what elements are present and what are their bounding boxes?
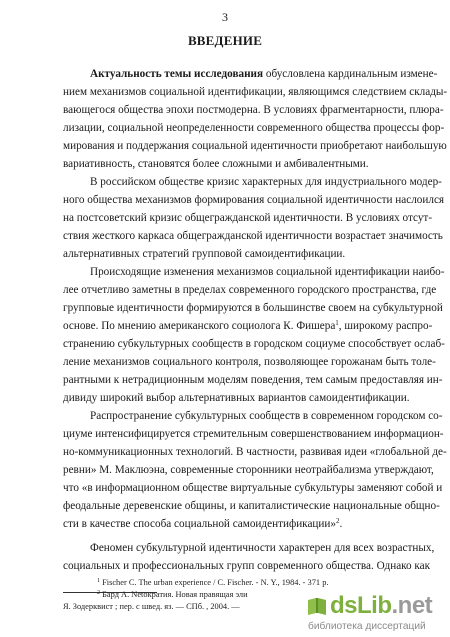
line-text: основе. По мнению американского социолога К. Фишера <box>63 320 336 332</box>
paragraph-line: Происходящие изменения механизмов социальной идентификации наибо- <box>90 266 445 278</box>
paragraph-line: дивиду широкий выбор альтернативных вариантов самоидентификации. <box>63 392 410 404</box>
paragraph-line: вариативность, становятся более сложными и амбивалентными. <box>63 158 369 170</box>
paragraph-line <box>90 67 438 81</box>
footnote-text: Бард А. Netократия. Новая правящая эли <box>102 590 248 599</box>
footnote-text: Fischer C. The urban experience / C. Fischer. - <box>102 578 259 587</box>
paragraph-line: циуме интенсифицируется стремительным совершенствованием информацион- <box>63 428 444 440</box>
line-text: сти в качестве способа социальной самоидентификации» <box>63 518 336 530</box>
paragraph-line: что «в информационном обществе виртуальные субкультуры заменяют собой и <box>63 482 443 494</box>
paragraph-line: феодальные деревенские общины, и капиталистические национальные общно- <box>63 500 440 512</box>
paragraph-line: В российском обществе кризис характерных для индустриального модер- <box>90 176 442 188</box>
paragraph-line: ление механизмов социального контроля, позволяющее горожанам быть толе- <box>63 356 436 368</box>
line-text: . <box>339 518 343 530</box>
paragraph-line: мирования и поддержания социальной идентичности приобретают наибольшую <box>63 140 447 152</box>
paragraph-line: нием механизмов социальной идентификации, являющимся следствием склады- <box>63 86 448 98</box>
footnote-1 <box>97 578 329 588</box>
paragraph-line: социальных и профессиональных групп современного общества. Однако как <box>63 560 431 572</box>
watermark <box>302 589 450 637</box>
paragraph-line: рантными к нетрадиционным моделям поведения, тем самым предоставляя ин- <box>63 374 443 386</box>
paragraph-line <box>63 517 410 531</box>
footnote-number: 1 <box>97 578 100 584</box>
page-number: 3 <box>222 10 228 24</box>
paragraph-line: вающегося общества эпохи постмодерна. В условиях фрагментарности, плюра- <box>63 104 444 116</box>
footnote-text-tail: N. Y., 1984. - 371 p. <box>260 578 329 587</box>
paragraph-line: групповые идентичности формируются в большинстве своем на субкультурной <box>63 302 443 314</box>
footnote-ref-2: 2 <box>335 517 340 525</box>
bold-lead: Актуальность темы исследования <box>90 68 264 80</box>
paragraph-line: ревни» М. Маклюэна, современные сторонники неотрайбализма утверждают, <box>63 464 434 476</box>
paragraph-line: альтернативных стратегий групповой самоидентификации. <box>63 248 346 260</box>
line-text: , широкому распро- <box>338 320 433 332</box>
paragraph-line: ного общества механизмов формирования социальной идентичности наслоился <box>63 194 445 206</box>
paragraph-line: ствия жесткого каркаса общегражданской идентичности возрастает значимость <box>63 230 443 242</box>
brand-tld: .net <box>391 592 433 619</box>
paragraph-line: но-коммуникационных технологий. В частности, развивая идеи «глобальной де- <box>63 446 447 458</box>
footnote-number: 2 <box>97 590 100 596</box>
paragraph-line: Феномен субкультурной идентичности характерен для всех возрастных, <box>90 542 435 554</box>
paragraph-line: странению субкультурных сообществ в городском социуме способствует ослаб- <box>63 338 445 350</box>
paragraph-line <box>63 319 433 333</box>
paragraph-line: на постсоветский кризис общегражданской идентичности. В условиях отсут- <box>63 212 433 224</box>
book-logo-icon <box>306 596 328 616</box>
footnote-2 <box>97 590 248 600</box>
line-text: обусловлена кардинальным измене- <box>263 68 438 80</box>
paragraph-line: лее отчетливо заметны в пределах современного городского пространства, где <box>63 284 437 296</box>
paragraph-line: лизации, социальной неопределенности современного общества процессы фор- <box>63 122 445 134</box>
paragraph-line: Распространение субкультурных сообществ в современном городском со- <box>90 410 443 422</box>
watermark-subtitle: библиотека диссертаций <box>308 621 426 632</box>
watermark-brand <box>330 592 432 620</box>
footnote-2-continued: Я. Зодерквист ; пер. с швед. яз. — СПб. , 2004. — <box>63 602 240 611</box>
brand-name: dsLib <box>330 592 392 619</box>
footnote-ref-1: 1 <box>335 319 339 327</box>
section-title: ВВЕДЕНИЕ <box>187 33 263 48</box>
